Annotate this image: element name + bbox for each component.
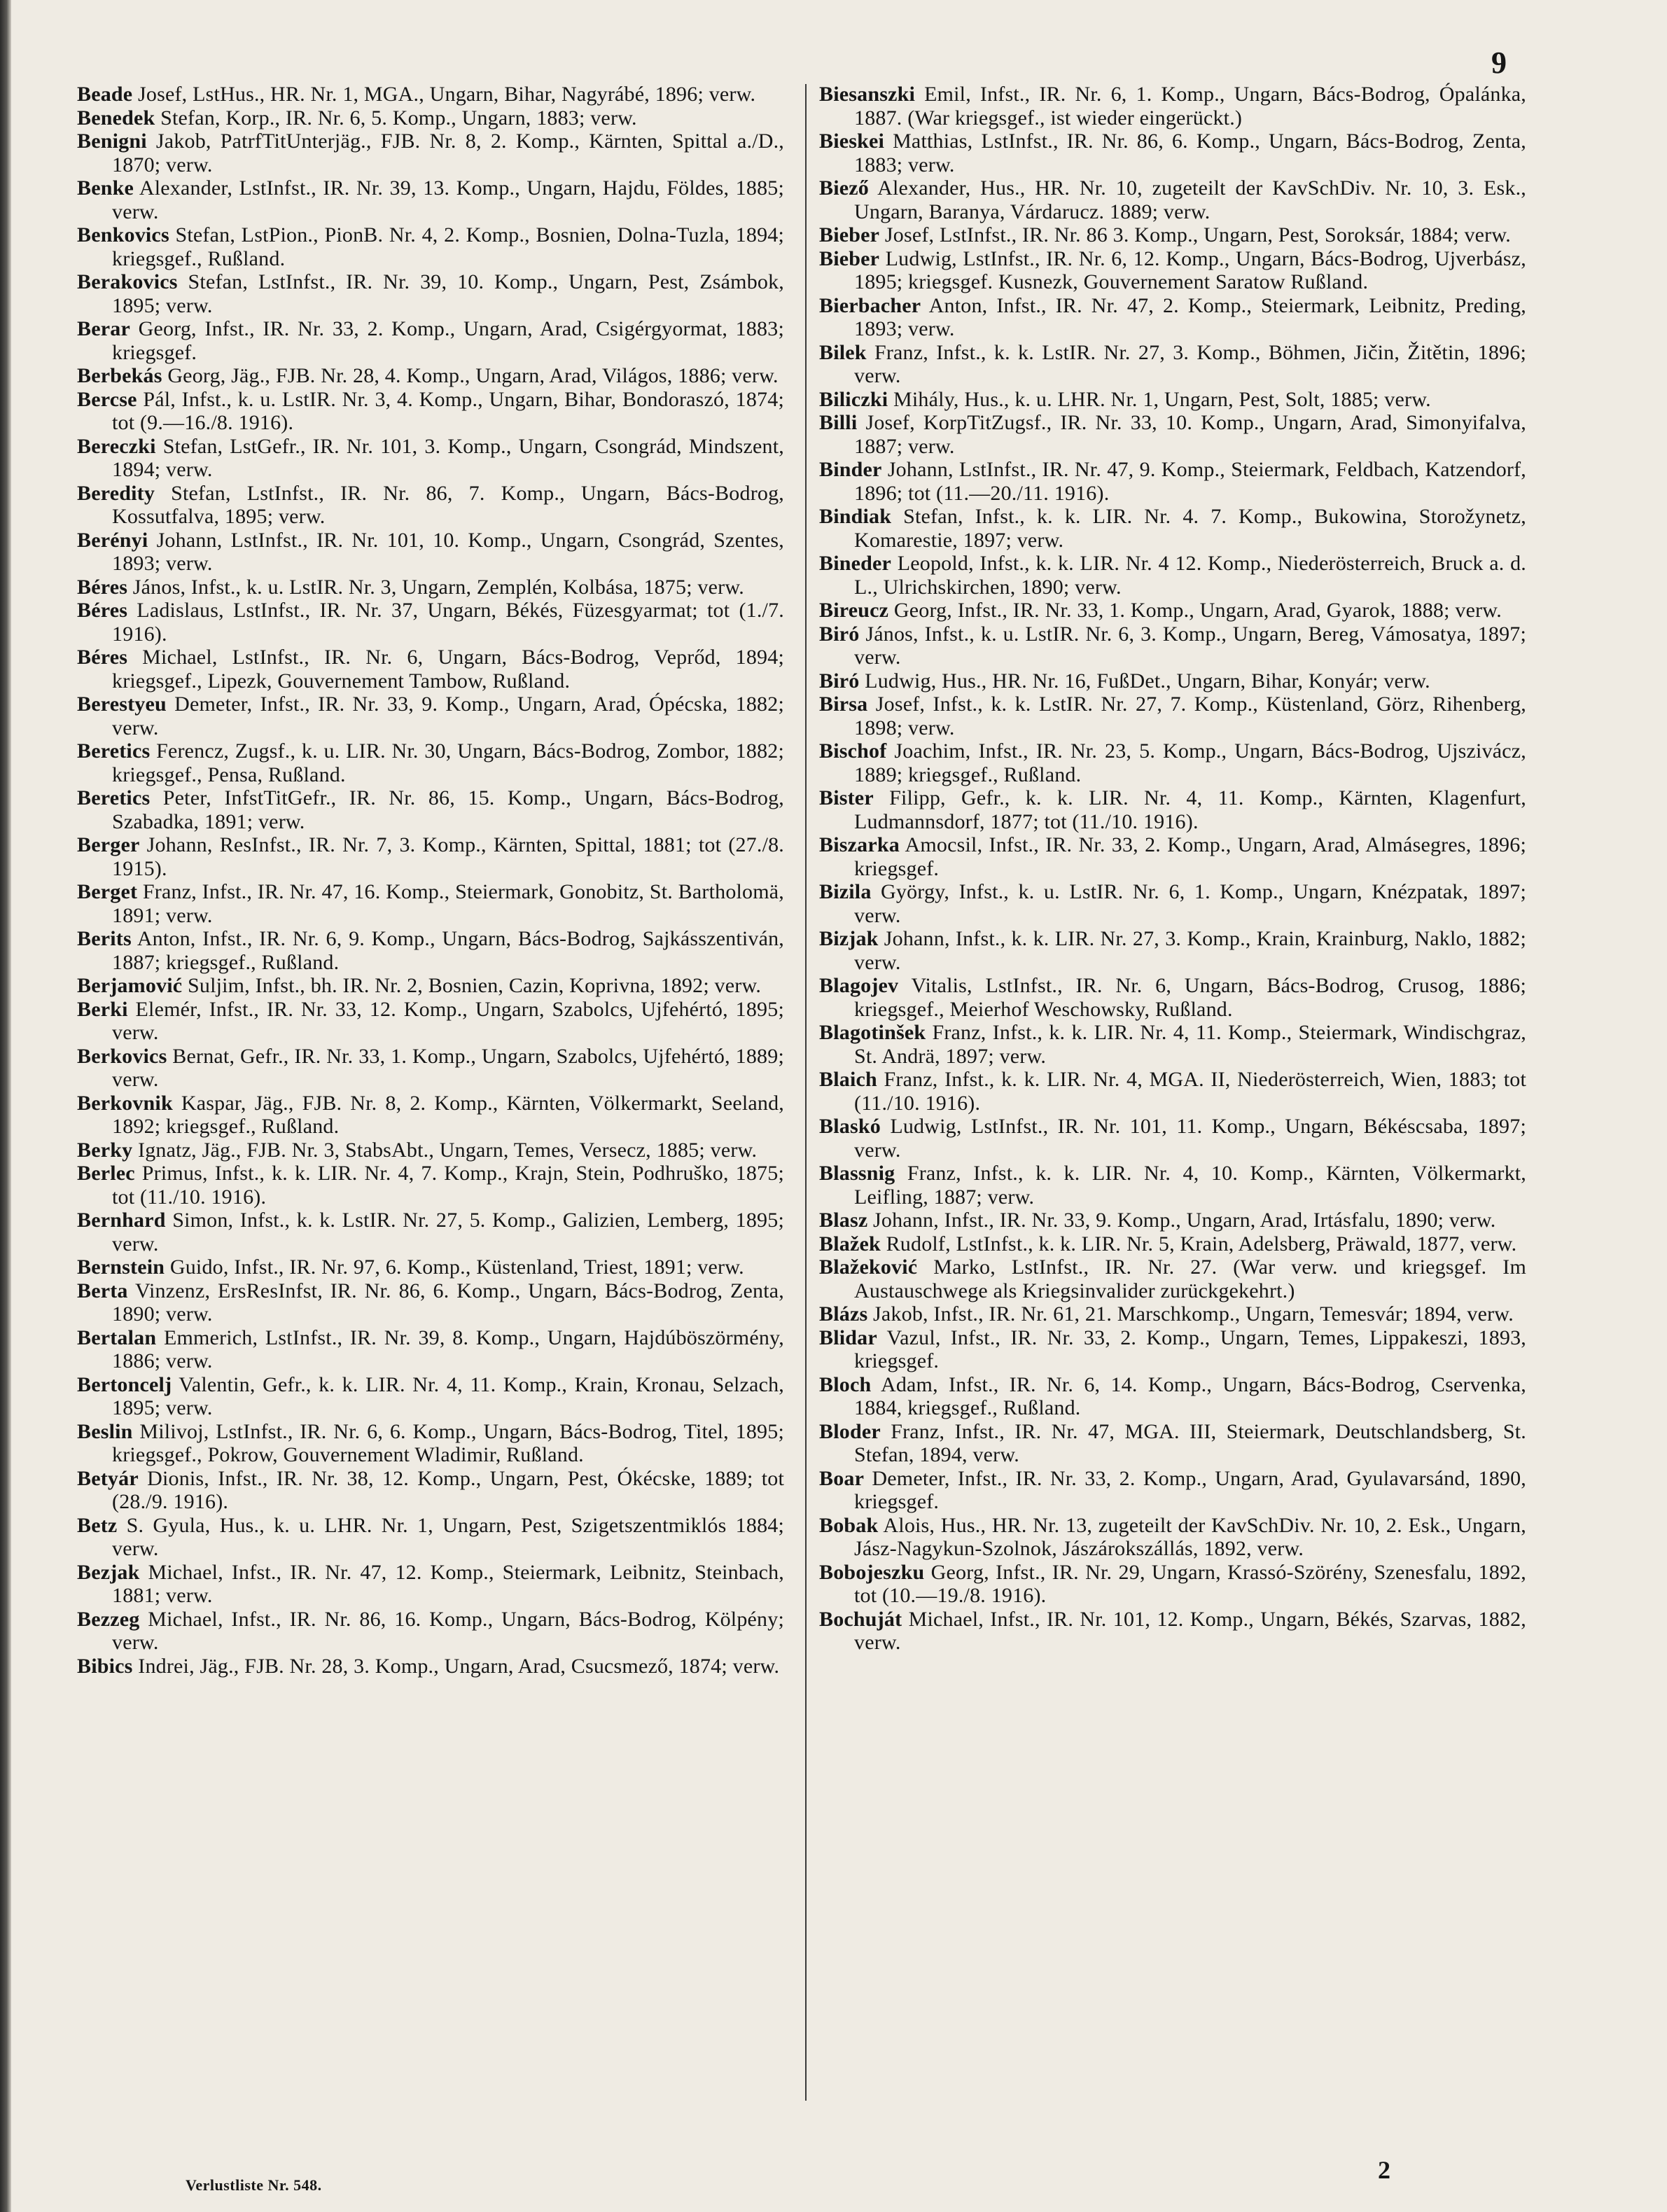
casualty-entry [819, 927, 1526, 974]
entry-details: Matthias, LstInfst., IR. Nr. 86, 6. Komp., Ungarn, Bács-Bodrog, Zenta, 1883; verw. [854, 130, 1526, 176]
entry-surname: Berits [77, 927, 132, 950]
entry-surname: Bizila [819, 880, 872, 903]
entry-surname: Bibics [77, 1654, 133, 1678]
casualty-entry [77, 880, 784, 927]
casualty-entry [77, 1561, 784, 1608]
entry-surname: Betz [77, 1513, 118, 1537]
entry-surname: Bereczki [77, 434, 156, 458]
entry-details: Ignatz, Jäg., FJB. Nr. 3, StabsAbt., Ungarn, Temes, Versecz, 1885; verw. [138, 1138, 758, 1162]
casualty-entry [77, 576, 784, 599]
entry-details: Alexander, Hus., HR. Nr. 10, zugeteilt der KavSchDiv. Nr. 10, 3. Esk., Ungarn, Baranya, Várdarucz. 1889; verw. [854, 176, 1527, 223]
casualty-entry [819, 1467, 1526, 1514]
entry-surname: Binder [819, 458, 882, 481]
casualty-entry [77, 130, 784, 176]
entry-details: Georg, Infst., IR. Nr. 33, 2. Komp., Ungarn, Arad, Csigérgyormat, 1883; kriegsgef. [112, 317, 784, 364]
entry-details: Michael, Infst., IR. Nr. 101, 12. Komp., Ungarn, Békés, Szarvas, 1882, verw. [854, 1607, 1526, 1654]
entry-details: Guido, Infst., IR. Nr. 97, 6. Komp., Küstenland, Triest, 1891; verw. [169, 1255, 744, 1279]
entry-surname: Benkovics [77, 223, 169, 246]
casualty-entry [77, 364, 784, 388]
entry-details: Stefan, Korp., IR. Nr. 6, 5. Komp., Ungarn, 1883; verw. [160, 106, 637, 130]
entry-surname: Bischof [819, 739, 887, 763]
casualty-entry [77, 317, 784, 364]
entry-surname: Berakovics [77, 270, 178, 293]
entry-details: Adam, Infst., IR. Nr. 6, 14. Komp., Ungarn, Bács-Bodrog, Cservenka, 1884, kriegsgef., Rußland. [854, 1372, 1526, 1419]
casualty-entry [77, 482, 784, 529]
entry-surname: Bezzeg [77, 1607, 140, 1631]
entry-surname: Bizjak [819, 927, 879, 950]
casualty-entry [77, 1279, 784, 1326]
entry-details: Simon, Infst., k. k. LstIR. Nr. 27, 5. Komp., Galizien, Lemberg, 1895; verw. [112, 1209, 784, 1255]
entry-surname: Blaskó [819, 1115, 881, 1138]
entry-details: Stefan, LstInfst., IR. Nr. 86, 7. Komp., Ungarn, Bács-Bodrog, Kossutfalva, 1895; verw. [112, 481, 784, 528]
casualty-entry [77, 1139, 784, 1162]
entry-details: Josef, LstInfst., IR. Nr. 86 3. Komp., Ungarn, Pest, Soroksár, 1884; verw. [884, 223, 1511, 246]
entry-surname: Berger [77, 833, 140, 856]
entry-surname: Bilek [819, 340, 867, 364]
casualty-entry [77, 1255, 784, 1279]
entry-surname: Blassnig [819, 1162, 895, 1185]
entry-surname: Blažek [819, 1232, 881, 1255]
casualty-entry [819, 622, 1526, 669]
page-number: 9 [1491, 46, 1507, 80]
casualty-entry [77, 1209, 784, 1255]
casualty-entry [77, 1373, 784, 1420]
entry-details: Michael, Infst., IR. Nr. 47, 12. Komp., Steiermark, Leibnitz, Steinbach, 1881; verw. [112, 1560, 785, 1607]
casualty-entry [819, 294, 1526, 341]
entry-details: Johann, Infst., IR. Nr. 33, 9. Komp., Ungarn, Arad, Irtásfalu, 1890; verw. [873, 1209, 1496, 1232]
entry-details: Milivoj, LstInfst., IR. Nr. 6, 6. Komp., Ungarn, Bács-Bodrog, Titel, 1895; kriegsgef., Pokrow, Gouvernement Wladimir, Rußland. [112, 1419, 784, 1466]
entry-details: Stefan, LstInfst., IR. Nr. 39, 10. Komp., Ungarn, Pest, Zsámbok, 1895; verw. [112, 270, 784, 317]
entry-details: Franz, Infst., k. k. LstIR. Nr. 27, 3. Komp., Böhmen, Jičin, Žitětin, 1896; verw. [854, 340, 1526, 387]
entry-details: S. Gyula, Hus., k. u. LHR. Nr. 1, Ungarn, Pest, Szigetszentmiklós 1884; verw. [112, 1513, 784, 1560]
entry-details: Ladislaus, LstInfst., IR. Nr. 37, Ungarn, Békés, Füzesgyarmat; tot (1./7. 1916). [112, 599, 784, 646]
entry-surname: Bloder [819, 1419, 881, 1443]
casualty-entry [77, 974, 784, 998]
casualty-entry [77, 646, 784, 693]
casualty-entry [77, 435, 784, 482]
entry-surname: Bindiak [819, 505, 892, 528]
casualty-entry [819, 693, 1526, 739]
casualty-entry [77, 1467, 784, 1514]
entry-surname: Bieber [819, 223, 880, 246]
entry-surname: Béres [77, 575, 128, 599]
casualty-entry [77, 599, 784, 646]
entry-surname: Berki [77, 997, 128, 1021]
entry-surname: Blagojev [819, 974, 899, 997]
entry-details: Peter, InfstTitGefr., IR. Nr. 86, 15. Komp., Ungarn, Bács-Bodrog, Szabadka, 1891; verw. [112, 786, 785, 833]
entry-details: Pál, Infst., k. u. LstIR. Nr. 3, 4. Komp., Ungarn, Bihar, Bondoraszó, 1874; tot (9.—16./8. 1916). [112, 387, 784, 434]
entry-details: Georg, Infst., IR. Nr. 29, Ungarn, Krassó-Szörény, Szenesfalu, 1892, tot (10.—19./8. 1916). [854, 1560, 1526, 1607]
entry-surname: Bieskei [819, 130, 885, 153]
casualty-entry [77, 270, 784, 317]
entry-details: Stefan, LstGefr., IR. Nr. 101, 3. Komp., Ungarn, Csongrád, Mindszent, 1894; verw. [112, 434, 784, 481]
casualty-entry [77, 529, 784, 576]
entry-surname: Biszarka [819, 833, 900, 856]
casualty-entry [819, 130, 1526, 176]
casualty-entry [77, 1162, 784, 1209]
entry-surname: Benigni [77, 130, 147, 153]
casualty-entry [77, 1092, 784, 1139]
entry-details: Georg, Infst., IR. Nr. 33, 1. Komp., Ungarn, Arad, Gyarok, 1888; verw. [893, 599, 1502, 622]
entry-surname: Blažeković [819, 1255, 918, 1279]
entry-details: Marko, LstInfst., IR. Nr. 27. (War verw. und kriegsgef. Im Austauschwege als Kriegsinvalider zurückgekehrt.) [854, 1255, 1527, 1302]
entry-surname: Béres [77, 599, 128, 622]
entry-surname: Betyár [77, 1466, 139, 1490]
casualty-entry [77, 693, 784, 739]
entry-details: Anton, Infst., IR. Nr. 6, 9. Komp., Ungarn, Bács-Bodrog, Sajkásszentiván, 1887; kriegsgef., Rußland. [112, 927, 785, 974]
entry-details: Josef, KorpTitZugsf., IR. Nr. 33, 10. Komp., Ungarn, Arad, Simonyifalva, 1887; verw. [854, 411, 1526, 458]
casualty-entry [77, 223, 784, 270]
entry-details: Jakob, Infst., IR. Nr. 61, 21. Marschkomp., Ungarn, Temesvár; 1894, verw. [873, 1302, 1514, 1326]
entry-details: Suljim, Infst., bh. IR. Nr. 2, Bosnien, Cazin, Koprivna, 1892; verw. [187, 974, 762, 997]
entry-surname: Biesanszki [819, 83, 916, 106]
entry-details: Alexander, LstInfst., IR. Nr. 39, 13. Komp., Ungarn, Hajdu, Földes, 1885; verw. [112, 176, 785, 223]
entry-details: Stefan, Infst., k. k. LIR. Nr. 4. 7. Komp., Bukowina, Storožynetz, Komarestie, 1897; verw. [854, 505, 1526, 552]
footer-list-label: Verlustliste Nr. 548. [186, 2176, 322, 2194]
entry-details: Vitalis, LstInfst., IR. Nr. 6, Ungarn, Bács-Bodrog, Crusog, 1886; kriegsgef., Meierhof Weschowsky, Rußland. [854, 974, 1526, 1021]
entry-details: Michael, LstInfst., IR. Nr. 6, Ungarn, Bács-Bodrog, Veprőd, 1894; kriegsgef., Lipezk, Gouvernement Tambow, Rußland. [112, 646, 784, 693]
casualty-entry [819, 223, 1526, 247]
casualty-entry [819, 1068, 1526, 1115]
entry-details: János, Infst., k. u. LstIR. Nr. 6, 3. Komp., Ungarn, Bereg, Vámosatya, 1897; verw. [854, 622, 1527, 669]
entry-surname: Berlec [77, 1162, 135, 1185]
entry-details: Indrei, Jäg., FJB. Nr. 28, 3. Komp., Ungarn, Arad, Csucsmező, 1874; verw. [138, 1654, 780, 1678]
entry-surname: Bobak [819, 1513, 879, 1537]
entry-details: Stefan, LstPion., PionB. Nr. 4, 2. Komp., Bosnien, Dolna-Tuzla, 1894; kriegsgef., Rußland. [112, 223, 785, 270]
entry-details: Kaspar, Jäg., FJB. Nr. 8, 2. Komp., Kärnten, Völkermarkt, Seeland, 1892; kriegsgef., Rußland. [112, 1091, 784, 1138]
entry-surname: Biező [819, 176, 869, 200]
casualty-entry [819, 786, 1526, 833]
entry-details: Josef, LstHus., HR. Nr. 1, MGA., Ungarn, Bihar, Nagyrábé, 1896; verw. [138, 83, 756, 106]
entry-surname: Beretics [77, 786, 151, 809]
casualty-entry [819, 83, 1526, 130]
entry-surname: Berkovnik [77, 1091, 173, 1115]
entry-details: Vinzenz, ErsResInfst, IR. Nr. 86, 6. Komp., Ungarn, Bács-Bodrog, Zenta, 1890; verw. [112, 1279, 784, 1326]
entry-details: Jakob, PatrfTitUnterjäg., FJB. Nr. 8, 2. Komp., Kärnten, Spittal a./D., 1870; verw. [112, 130, 784, 176]
entry-details: Demeter, Infst., IR. Nr. 33, 9. Komp., Ungarn, Arad, Ópécska, 1882; verw. [112, 693, 784, 739]
entry-surname: Berjamović [77, 974, 183, 997]
book-binding-edge [0, 0, 11, 2212]
casualty-entry [819, 1326, 1526, 1373]
casualty-entry [819, 1162, 1526, 1209]
casualty-entry [819, 1514, 1526, 1561]
entry-details: Franz, Infst., IR. Nr. 47, MGA. III, Steiermark, Deutschlandsberg, St. Stefan, 1894, verw. [854, 1419, 1526, 1466]
casualty-entry [77, 786, 784, 833]
entry-details: Amocsil, Infst., IR. Nr. 33, 2. Komp., Ungarn, Arad, Almásegres, 1896; kriegsgef. [854, 833, 1526, 880]
entry-details: Valentin, Gefr., k. k. LIR. Nr. 4, 11. Komp., Krain, Kronau, Selzach, 1895; verw. [112, 1372, 784, 1419]
casualty-entry [819, 247, 1526, 294]
entry-surname: Berestyeu [77, 693, 167, 716]
entry-surname: Blaich [819, 1068, 877, 1091]
entry-surname: Biró [819, 669, 860, 693]
entry-details: Georg, Jäg., FJB. Nr. 28, 4. Komp., Ungarn, Arad, Világos, 1886; verw. [167, 364, 779, 387]
entry-details: Johann, LstInfst., IR. Nr. 47, 9. Komp., Steiermark, Feldbach, Katzendorf, 1896; tot (11.—20./11. 1916). [854, 458, 1526, 505]
entry-surname: Bochuját [819, 1607, 902, 1631]
casualty-entry [77, 927, 784, 974]
entry-surname: Bernstein [77, 1255, 165, 1279]
entry-surname: Bertalan [77, 1326, 157, 1349]
casualty-entry [77, 176, 784, 223]
casualty-entry [819, 669, 1526, 693]
casualty-entry [819, 1302, 1526, 1326]
entry-details: Primus, Infst., k. k. LIR. Nr. 4, 7. Komp., Krajn, Stein, Podhruško, 1875; tot (11./10. 1916). [112, 1162, 784, 1209]
entry-details: Filipp, Gefr., k. k. LIR. Nr. 4, 11. Komp., Kärnten, Klagenfurt, Ludmannsdorf, 1877; tot (11./10. 1916). [854, 786, 1526, 833]
entry-surname: Blázs [819, 1302, 868, 1326]
entry-details: Ludwig, LstInfst., IR. Nr. 6, 12. Komp., Ungarn, Bács-Bodrog, Ujverbász, 1895; kriegsgef. Kusnezk, Gouvernement Saratow Rußland. [854, 246, 1526, 293]
casualty-entry [77, 1420, 784, 1467]
entry-details: Ludwig, LstInfst., IR. Nr. 101, 11. Komp., Ungarn, Békéscsaba, 1897; verw. [854, 1115, 1526, 1162]
entry-details: Elemér, Infst., IR. Nr. 33, 12. Komp., Ungarn, Szabolcs, Ujfehértó, 1895; verw. [112, 997, 784, 1044]
casualty-entry [819, 739, 1526, 786]
entry-details: Alois, Hus., HR. Nr. 13, zugeteilt der KavSchDiv. Nr. 10, 2. Esk., Ungarn, Jász-Nagykun-Szolnok, Jászárokszállás, 1892, verw. [854, 1513, 1527, 1560]
casualty-entry [77, 106, 784, 130]
entry-surname: Bloch [819, 1372, 872, 1396]
entry-surname: Benedek [77, 106, 155, 130]
entry-surname: Blagotinšek [819, 1021, 926, 1044]
casualty-entry [77, 1326, 784, 1373]
casualty-entry [819, 1209, 1526, 1232]
entry-details: Anton, Infst., IR. Nr. 47, 2. Komp., Steiermark, Leibnitz, Preding, 1893; verw. [854, 293, 1527, 340]
entry-surname: Béres [77, 646, 128, 669]
casualty-entry [819, 341, 1526, 388]
casualty-entry [819, 1115, 1526, 1162]
casualty-entry [819, 552, 1526, 599]
entry-details: Demeter, Infst., IR. Nr. 33, 2. Komp., Ungarn, Arad, Gyulavarsánd, 1890, kriegsgef. [854, 1466, 1527, 1513]
casualty-entry [819, 1232, 1526, 1256]
entry-details: Vazul, Infst., IR. Nr. 33, 2. Komp., Ungarn, Temes, Lippakeszi, 1893, kriegsgef. [854, 1326, 1526, 1372]
entry-details: Johann, ResInfst., IR. Nr. 7, 3. Komp., Kärnten, Spittal, 1881; tot (27./8. 1915). [112, 833, 784, 880]
casualty-entry [819, 599, 1526, 622]
entry-surname: Biliczki [819, 387, 888, 411]
entry-surname: Beredity [77, 481, 155, 505]
entry-surname: Berta [77, 1279, 128, 1302]
entry-details: Emmerich, LstInfst., IR. Nr. 39, 8. Komp., Ungarn, Hajdúböszörmény, 1886; verw. [112, 1326, 784, 1372]
entry-surname: Berkovics [77, 1044, 167, 1068]
entry-surname: Biró [819, 622, 860, 646]
casualty-entry [77, 1655, 784, 1678]
casualty-entry [819, 1021, 1526, 1068]
entry-surname: Bernhard [77, 1209, 166, 1232]
casualty-entry [819, 1373, 1526, 1420]
entry-details: Ludwig, Hus., HR. Nr. 16, FußDet., Ungarn, Bihar, Konyár; verw. [865, 669, 1430, 693]
entry-surname: Bercse [77, 387, 137, 411]
casualty-entry [77, 83, 784, 106]
entry-details: Dionis, Infst., IR. Nr. 38, 12. Komp., Ungarn, Pest, Ókécske, 1889; tot (28./9. 1916). [112, 1466, 784, 1513]
entry-surname: Bister [819, 786, 874, 809]
entry-surname: Berényi [77, 528, 148, 552]
entry-details: Emil, Infst., IR. Nr. 6, 1. Komp., Ungarn, Bács-Bodrog, Ópalánka, 1887. (War kriegsgef., ist wieder eingerückt.) [854, 83, 1527, 130]
entry-surname: Birsa [819, 693, 868, 716]
entry-surname: Bierbacher [819, 293, 921, 317]
entry-surname: Billi [819, 411, 858, 434]
entry-details: Bernat, Gefr., IR. Nr. 33, 1. Komp., Ungarn, Szabolcs, Ujfehértó, 1889; verw. [112, 1044, 784, 1091]
casualty-entry [819, 1608, 1526, 1655]
entry-surname: Benke [77, 176, 134, 200]
entry-details: Johann, Infst., k. k. LIR. Nr. 27, 3. Komp., Krain, Krainburg, Naklo, 1882; verw. [854, 927, 1526, 974]
entry-surname: Blidar [819, 1326, 877, 1349]
casualty-entry [77, 998, 784, 1045]
entry-surname: Berar [77, 317, 130, 340]
entry-details: Johann, LstInfst., IR. Nr. 101, 10. Komp., Ungarn, Csongrád, Szentes, 1893; verw. [112, 528, 784, 575]
casualty-entry [819, 505, 1526, 552]
right-column [819, 83, 1526, 1655]
entry-details: Rudolf, LstInfst., k. k. LIR. Nr. 5, Krain, Adelsberg, Präwald, 1877, verw. [886, 1232, 1517, 1255]
casualty-entry [819, 974, 1526, 1021]
entry-details: Franz, Infst., k. k. LIR. Nr. 4, MGA. II, Niederösterreich, Wien, 1883; tot (11./10. 1916). [854, 1068, 1527, 1115]
casualty-entry [819, 1420, 1526, 1467]
casualty-entry [77, 739, 784, 786]
entry-surname: Bobojeszku [819, 1560, 925, 1584]
entry-surname: Bertoncelj [77, 1372, 172, 1396]
casualty-entry [819, 176, 1526, 223]
entry-details: Ferencz, Zugsf., k. u. LIR. Nr. 30, Ungarn, Bács-Bodrog, Zombor, 1882; kriegsgef., Pensa, Rußland. [112, 739, 785, 786]
entry-details: Mihály, Hus., k. u. LHR. Nr. 1, Ungarn, Pest, Solt, 1885; verw. [893, 387, 1431, 411]
entry-surname: Bieber [819, 246, 880, 270]
casualty-entry [819, 388, 1526, 412]
casualty-entry [77, 833, 784, 880]
entry-surname: Blasz [819, 1209, 868, 1232]
left-column [77, 83, 784, 1678]
column-divider [805, 84, 807, 2101]
casualty-entry [819, 411, 1526, 458]
entry-details: Franz, Infst., k. k. LIR. Nr. 4, 11. Komp., Steiermark, Windischgraz, St. Andrä, 1897; verw. [854, 1021, 1527, 1068]
entry-details: Michael, Infst., IR. Nr. 86, 16. Komp., Ungarn, Bács-Bodrog, Kölpény; verw. [112, 1607, 784, 1654]
casualty-entry [819, 880, 1526, 927]
entry-details: Josef, Infst., k. k. LstIR. Nr. 27, 7. Komp., Küstenland, Görz, Rihenberg, 1898; verw. [854, 693, 1526, 739]
entry-details: János, Infst., k. u. LstIR. Nr. 3, Ungarn, Zemplén, Kolbása, 1875; verw. [132, 575, 744, 599]
casualty-entry [77, 1514, 784, 1561]
entry-surname: Berget [77, 880, 138, 903]
entry-surname: Beade [77, 83, 133, 106]
entry-surname: Beretics [77, 739, 151, 763]
entry-details: Joachim, Infst., IR. Nr. 23, 5. Komp., Ungarn, Bács-Bodrog, Ujszivácz, 1889; kriegsgef., Rußland. [854, 739, 1527, 786]
entry-surname: Bineder [819, 552, 892, 575]
casualty-entry [77, 1045, 784, 1092]
entry-details: Franz, Infst., IR. Nr. 47, 16. Komp., Steiermark, Gonobitz, St. Bartholomä, 1891; verw. [112, 880, 785, 927]
casualty-entry [819, 833, 1526, 880]
entry-details: György, Infst., k. u. LstIR. Nr. 6, 1. Komp., Ungarn, Knézpatak, 1897; verw. [854, 880, 1526, 927]
casualty-entry [819, 1255, 1526, 1302]
entry-surname: Berky [77, 1138, 133, 1162]
casualty-entry [77, 1608, 784, 1655]
entry-details: Franz, Infst., k. k. LIR. Nr. 4, 10. Komp., Kärnten, Völkermarkt, Leifling, 1887; verw. [854, 1162, 1527, 1209]
casualty-entry [819, 458, 1526, 505]
entry-surname: Beslin [77, 1419, 133, 1443]
casualty-entry [819, 1561, 1526, 1608]
casualty-entry [77, 388, 784, 435]
signature-mark: 2 [1378, 2156, 1390, 2184]
entry-surname: Boar [819, 1466, 865, 1490]
entry-details: Leopold, Infst., k. k. LIR. Nr. 4 12. Komp., Niederösterreich, Bruck a. d. L., Ulrichskirchen, 1890; verw. [854, 552, 1526, 599]
entry-surname: Berbekás [77, 364, 162, 387]
entry-surname: Bireucz [819, 599, 889, 622]
entry-surname: Bezjak [77, 1560, 140, 1584]
